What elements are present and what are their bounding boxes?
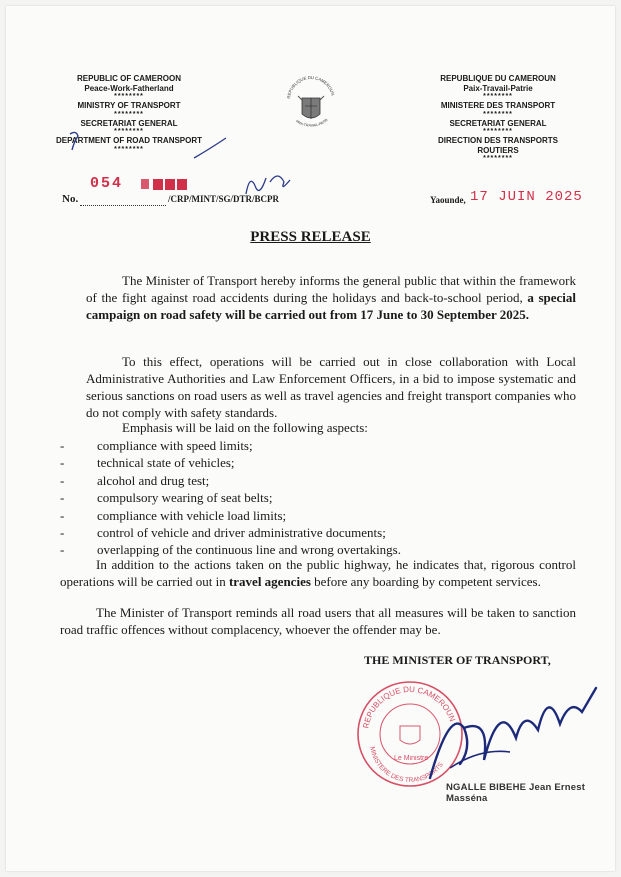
list-item xyxy=(60,437,580,454)
header-right-stars-2: ******** xyxy=(483,110,513,118)
emblem-bottom-text: PAIX-TRAVAIL-PATRI xyxy=(294,118,329,128)
list-item xyxy=(60,489,580,506)
seal-bottom-text: MINISTERE DES TRANSPORTS xyxy=(368,746,445,785)
reference-suffix: /CRP/MINT/SG/DTR/BCPR xyxy=(168,194,280,204)
header-right-ministry: MINISTERE DES TRANSPORT xyxy=(440,101,556,110)
header-right-stars-1: ******** xyxy=(483,93,513,100)
list-item-text: alcohol and drug test; xyxy=(97,472,210,488)
paragraph-intro-bold: a special campaign on road safety will be carried out from 17 June to 30 September 2025. xyxy=(86,290,576,322)
list-item-text: compliance with speed limits; xyxy=(97,438,253,453)
header-left-department: DEPARTMENT OF ROAD TRANSPORT xyxy=(55,136,203,145)
header-left-ministry: MINISTRY OF TRANSPORT xyxy=(77,101,181,110)
list-item xyxy=(60,472,580,489)
header-left-secretariat: SECRETARIAT GENERAL xyxy=(80,118,178,128)
header-right-motto: Paix-Travail-Patrie xyxy=(463,83,533,93)
header-right-country: REPUBLIQUE DU CAMEROUN xyxy=(440,74,556,83)
header-right-direction-1: DIRECTION DES TRANSPORTS xyxy=(437,136,558,145)
header-left-country: REPUBLIC OF CAMEROON xyxy=(77,74,181,83)
paragraph-intro-text: The Minister of Transport hereby informs the general public that within the framework of the fight against road accidents during the holidays and back-to-school period, xyxy=(86,273,576,305)
header-left-stars-4: ******** xyxy=(114,145,144,153)
paragraph-travel-text-2: before any boarding by competent services. xyxy=(310,574,541,589)
list-item-text: technical state of vehicles; xyxy=(97,455,235,471)
aspects-list xyxy=(60,437,580,559)
reference-prefix: No. xyxy=(62,193,79,205)
place-label: Yaounde, xyxy=(430,195,466,205)
bullet-marker: - xyxy=(60,490,65,506)
header-right-stars-3: ******** xyxy=(483,128,513,135)
list-item-text: compulsory wearing of seat belts; xyxy=(97,490,273,506)
handwritten-signature xyxy=(420,668,600,788)
list-item xyxy=(60,454,580,471)
header-left-stars-3: ******** xyxy=(114,128,144,135)
header-right-stars-4: ******** xyxy=(483,155,513,162)
seal-inner-text: Le Ministre xyxy=(394,755,429,762)
header-left-stars-2: ******** xyxy=(114,110,144,118)
reference-underline xyxy=(80,205,166,206)
list-item-text: overlapping of the continuous line and wrong overtakings. xyxy=(97,542,401,558)
paragraph-travel-bold: travel agencies xyxy=(228,574,311,589)
stamp-blackout-mark xyxy=(135,176,205,194)
list-item-text: compliance with vehicle load limits; xyxy=(97,507,287,523)
paragraph-emphasis: Emphasis will be laid on the following aspects: xyxy=(122,420,368,435)
bullet-marker: - xyxy=(60,438,65,453)
paragraph-travel-agencies xyxy=(60,556,576,590)
reference-number-stamp: 054 xyxy=(90,175,124,192)
signatory-title: THE MINISTER OF TRANSPORT, xyxy=(364,653,551,667)
handwritten-initials xyxy=(240,168,300,198)
list-item-text: control of vehicle and driver administrative documents; xyxy=(97,525,386,541)
coat-of-arms-emblem xyxy=(282,70,340,142)
header-right-secretariat: SECRETARIAT GENERAL xyxy=(449,118,547,128)
handwritten-mark-left xyxy=(66,128,86,154)
paragraph-operations: To this effect, operations will be carried out in close collaboration with Local Administrative Authorities and Law Enforcement Officers, in a bid to impose systematic and serious sanctions on road users as well as travel agencies and freight transport companies who do not comply with safety standards. xyxy=(86,354,576,420)
bullet-marker: - xyxy=(60,542,65,558)
bullet-marker: - xyxy=(60,507,65,523)
paragraph-travel-text-1: In addition to the actions taken on the public highway, he indicates that, rigorous control operations will be carried out in xyxy=(60,557,576,589)
svg-text:REPUBLIQUE DU CAMEROUN xyxy=(286,75,335,99)
header-right xyxy=(418,74,578,163)
minister-name: NGALLE BIBEHE Jean Ernest Masséna xyxy=(446,782,586,804)
handwritten-mark-right xyxy=(190,136,230,162)
header-right-direction-2: ROUTIERS xyxy=(477,145,519,155)
header-left-stars-1: ******** xyxy=(114,93,144,100)
emblem-top-text: REPUBLIQUE DU CAMEROUN xyxy=(286,74,336,99)
paragraph-sanctions: The Minister of Transport reminds all road users that all measures will be taken to sanction road traffic offences without complacency, whoever the offender may be. xyxy=(60,605,576,637)
bullet-marker: - xyxy=(60,455,65,471)
header-left-motto: Peace-Work-Fatherland xyxy=(84,83,174,93)
seal-outer-text: REPUBLIQUE DU CAMEROUN xyxy=(361,684,457,730)
bullet-marker: - xyxy=(60,525,65,541)
bullet-marker: - xyxy=(60,472,65,488)
list-item xyxy=(60,524,580,541)
date-stamp: 17 JUIN 2025 xyxy=(470,189,583,205)
paragraph-intro xyxy=(86,272,576,323)
list-item xyxy=(60,507,580,524)
page-title: PRESS RELEASE xyxy=(250,229,371,245)
